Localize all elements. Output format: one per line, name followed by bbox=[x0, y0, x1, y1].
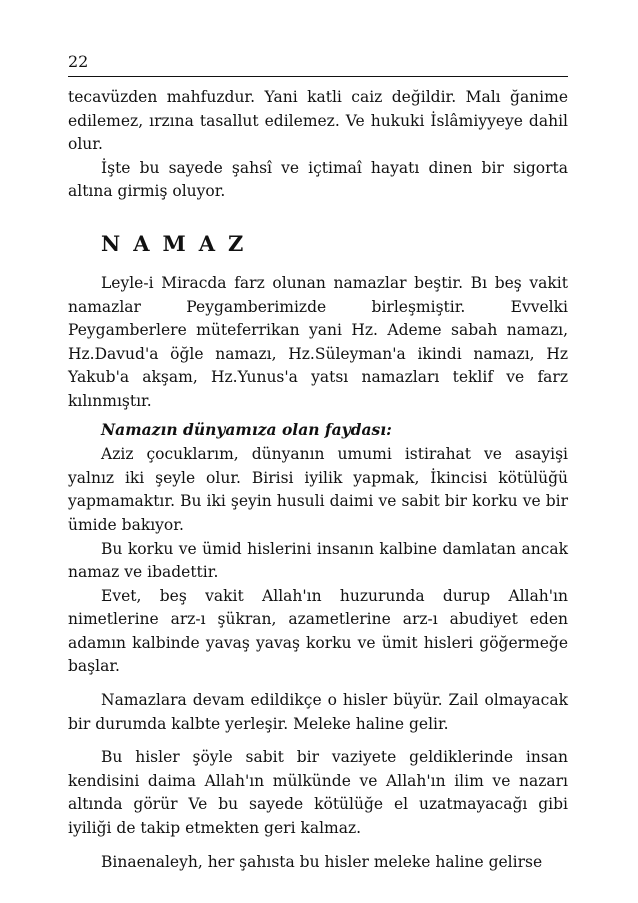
page-body bbox=[68, 86, 568, 874]
paragraph-continuation: tecavüzden mahfuzdur. Yani katli caiz değildir. Malı ğanime edilemez, ırzına tasallut edilemez. Ve hukuki İslâmiyyeye dahil olur. bbox=[68, 88, 568, 154]
paragraph: Bu korku ve ümid hislerini insanın kalbine damlatan ancak namaz ve ibadettir. bbox=[68, 539, 568, 582]
subsection-heading: Namazın dünyamıza olan faydası: bbox=[101, 419, 392, 439]
section-heading: NAMAZ bbox=[101, 230, 257, 256]
paragraph: Bu hisler şöyle sabit bir vaziyete geldiklerinde insan kendisini daima Allah'ın mülkünde ve Allah'ın ilim ve nazarı altında görür Ve bu sayede kötülüğe el uzatmayacağı gibi iyiliği de takip etmekten geri kalmaz. bbox=[68, 748, 568, 838]
page-number: 22 bbox=[68, 52, 89, 71]
header-rule bbox=[68, 76, 568, 77]
paragraph: Evet, beş vakit Allah'ın huzurunda durup Allah'ın nimetlerine arz-ı şükran, azametlerine arz-ı abudiyet eden adamın kalbinde yavaş yavaş korku ve ümit hisleri göğermeğe başlar. bbox=[68, 586, 568, 676]
paragraph: Namazlara devam edildikçe o hisler büyür. Zail olmayacak bir durumda kalbte yerleşir. Meleke haline gelir. bbox=[68, 691, 568, 733]
paragraph: Aziz çocuklarım, dünyanın umumi istirahat ve asayişi yalnız iki şeyle olur. Birisi iyilik yapmak, İkincisi kötülüğü yapmamaktır. Bu iki şeyin husuli daimi ve sabit bir korku ve bir ümide bakıyor. bbox=[68, 445, 568, 534]
paragraph-insurance: İşte bu sayede şahsî ve içtimaî hayatı dinen bir sigorta altına girmiş oluyor. bbox=[68, 158, 568, 201]
paragraph: Binaenaleyh, her şahısta bu hisler meleke haline gelirse bbox=[101, 852, 543, 871]
paragraph-namaz-intro: Leyle-i Miracda farz olunan namazlar beştir. Bı beş vakit namazlar Peygamberimizde birleşmiştir. Evvelki Peygamberlere müteferrikan yani Hz. Ademe sabah namazı, Hz.Davud'a öğle namazı, Hz.Süleyman'a ikindi namazı, Hz Yakub'a akşam, Hz.Yunus'a yatsı namazları teklif ve farz kılınmıştır. bbox=[68, 273, 568, 410]
